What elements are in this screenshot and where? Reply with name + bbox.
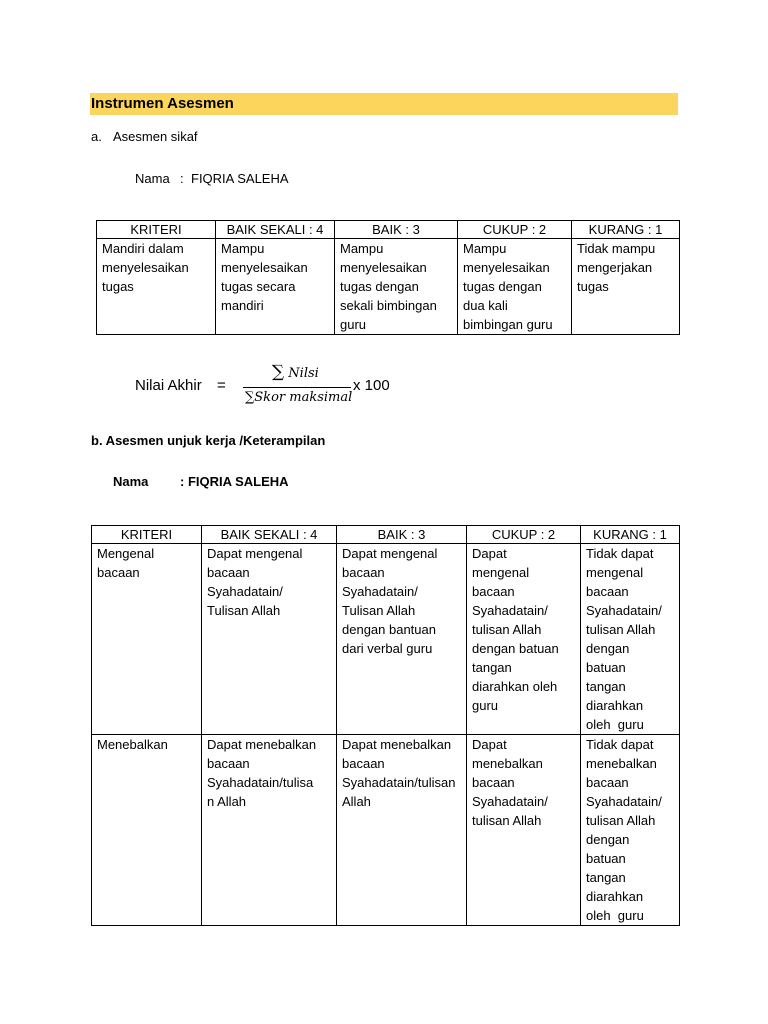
formula-denominator [245, 390, 352, 405]
cell-cukup: Mampu menyelesaikan tugas dengan dua kali bimbingan guru [458, 239, 572, 335]
cell-baik-sekali: Dapat mengenal bacaan Syahadatain/ Tulisan Allah [202, 544, 337, 735]
cell-baik: Mampu menyelesaikan tugas dengan sekali bimbingan guru [335, 239, 458, 335]
header-baik: BAIK : 3 [335, 221, 458, 239]
header-kurang: KURANG : 1 [581, 526, 680, 544]
cell-kriteri: Mengenal bacaan [92, 544, 202, 735]
cell-kurang: Tidak dapat mengenal bacaan Syahadatain/ tulisan Allah dengan batuan tangan diarahkan oleh guru [581, 544, 680, 735]
header-kriteri: KRITERI [97, 221, 216, 239]
section-a-name-label: Nama [135, 171, 170, 186]
section-a-name-separator: : [180, 171, 184, 186]
cell-kurang: Tidak dapat menebalkan bacaan Syahadatain/ tulisan Allah dengan batuan tangan diarahkan oleh guru [581, 735, 680, 926]
header-kriteri: KRITERI [92, 526, 202, 544]
cell-cukup: Dapat mengenal bacaan Syahadatain/ tulisan Allah dengan batuan tangan diarahkan oleh guru [467, 544, 581, 735]
sigma-symbol: ∑ [245, 390, 255, 405]
table-row [92, 544, 680, 735]
denominator-text: Skor maksimal [254, 390, 353, 405]
cell-kurang: Tidak mampu mengerjakan tugas [572, 239, 680, 335]
sigma-symbol: ∑ [272, 362, 285, 382]
final-score-formula [135, 362, 435, 412]
cell-kriteri: Mandiri dalam menyelesaikan tugas [97, 239, 216, 335]
cell-cukup: Dapat menebalkan bacaan Syahadatain/ tulisan Allah [467, 735, 581, 926]
table-row [92, 735, 680, 926]
section-b-name-value: : FIQRIA SALEHA [180, 474, 289, 489]
fraction-bar [243, 387, 351, 388]
header-baik: BAIK : 3 [337, 526, 467, 544]
cell-baik: Dapat mengenal bacaan Syahadatain/ Tulisan Allah dengan bantuan dari verbal guru [337, 544, 467, 735]
header-cukup: CUKUP : 2 [458, 221, 572, 239]
formula-numerator [272, 362, 319, 382]
sikaf-rubric-table [96, 220, 680, 335]
cell-baik-sekali: Dapat menebalkan bacaan Syahadatain/tulisa n Allah [202, 735, 337, 926]
header-baik-sekali: BAIK SEKALI : 4 [216, 221, 335, 239]
header-baik-sekali: BAIK SEKALI : 4 [202, 526, 337, 544]
cell-baik-sekali: Mampu menyelesaikan tugas secara mandiri [216, 239, 335, 335]
table-header-row [97, 221, 680, 239]
formula-label: Nilai Akhir [135, 377, 202, 394]
page-title: Instrumen Asesmen [91, 95, 234, 112]
section-a-name-value: FIQRIA SALEHA [191, 171, 289, 186]
cell-kriteri: Menebalkan [92, 735, 202, 926]
numerator-text: Nilsi [288, 366, 319, 381]
cell-baik: Dapat menebalkan bacaan Syahadatain/tulisan Allah [337, 735, 467, 926]
formula-equals: = [217, 377, 226, 394]
table-row [97, 239, 680, 335]
section-a-marker: a. [91, 129, 102, 144]
formula-multiplier: x 100 [353, 377, 390, 394]
section-a-title: Asesmen sikaf [113, 129, 198, 144]
section-b-name-label: Nama [113, 474, 149, 489]
header-kurang: KURANG : 1 [572, 221, 680, 239]
table-header-row [92, 526, 680, 544]
keterampilan-rubric-table [91, 525, 680, 926]
header-cukup: CUKUP : 2 [467, 526, 581, 544]
section-b-title: b. Asesmen unjuk kerja /Keterampilan [91, 433, 326, 448]
